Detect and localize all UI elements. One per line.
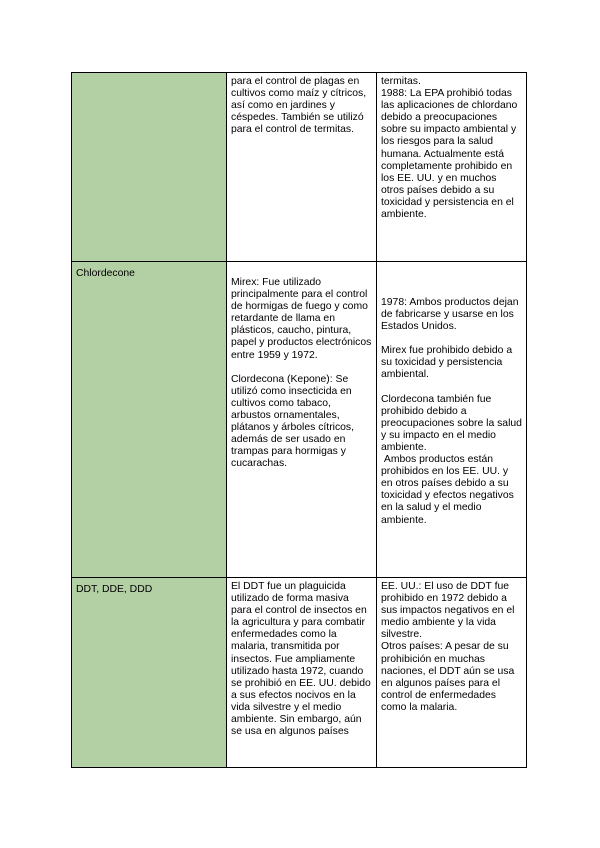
- substance-name-cell: [72, 73, 227, 262]
- regulation-text: Mirex fue prohibido debido a su toxicidad y persistencia ambiental.: [381, 345, 513, 381]
- regulation-text: Otros países: A pesar de su prohibición en muchas naciones, el DDT aún se usa en algunos países para el control de enfermedades como la malaria.: [381, 641, 515, 713]
- pesticide-table: [71, 72, 527, 768]
- regulation-text: 1978: Ambos productos dejan de fabricarse y usarse en los Estados Unidos.: [381, 297, 519, 333]
- substance-name: Chlordecone: [76, 268, 135, 279]
- usage-text: Clordecona (Kepone): Se utilizó como insecticida en cultivos como tabaco, arbustos ornamentales, plátanos y árboles cítricos, además de ser usado en trampas para hormigas y cucarachas.: [231, 373, 355, 470]
- regulation-text: EE. UU.: El uso de DDT fue prohibido en 1972 debido a sus impactos negativos en el medio ambiente y la vida silvestre.: [381, 581, 515, 641]
- regulation-text: 1988: La EPA prohibió todas las aplicaciones de chlordano debido a preocupaciones sobre su impacto ambiental y los riesgos para la salud humana. Actualmente está completamente prohibido en los EE. UU. y en muchos otros países debido a su toxicidad y persistencia en el ambiente.: [381, 88, 518, 221]
- table-row: [72, 73, 527, 262]
- regulation-cell: [377, 262, 527, 578]
- substance-name: DDT, DDE, DDD: [76, 584, 153, 595]
- usage-cell: [227, 262, 377, 578]
- substance-name-cell: [72, 578, 227, 768]
- usage-cell: [227, 73, 377, 262]
- regulation-cell: [377, 73, 527, 262]
- usage-text: para el control de plagas en cultivos como maíz y cítricos, así como en jardines y céspedes. También se utilizó para el control de termitas.: [231, 76, 367, 136]
- table-row: [72, 262, 527, 578]
- usage-cell: [227, 578, 377, 768]
- regulation-text: termitas.: [381, 76, 421, 87]
- table-row: [72, 578, 527, 768]
- usage-text: Mirex: Fue utilizado principalmente para el control de hormigas de fuego y como retardante de llama en plásticos, caucho, pintura, papel y productos electrónicos entre 1959 y 1972.: [231, 277, 372, 361]
- usage-text: El DDT fue un plaguicida utilizado de forma masiva para el control de insectos en la agricultura y para combatir enfermedades como la malaria, transmitida por insectos. Fue ampliamente utilizado hasta 1972, cuando se prohibió en EE. UU. debido a sus efectos nocivos en la vida silvestre y el medio ambiente. Sin embargo, aún se usa en algunos países: [231, 581, 371, 738]
- regulation-cell: [377, 578, 527, 768]
- regulation-text: Clordecona también fue prohibido debido a preocupaciones sobre la salud y su impacto en el medio ambiente.: [381, 393, 522, 453]
- regulation-text: Ambos productos están prohibidos en los EE. UU. y en otros países debido a su toxicidad y efectos negativos en la salud y el medio ambiente.: [381, 454, 517, 526]
- substance-name-cell: [72, 262, 227, 578]
